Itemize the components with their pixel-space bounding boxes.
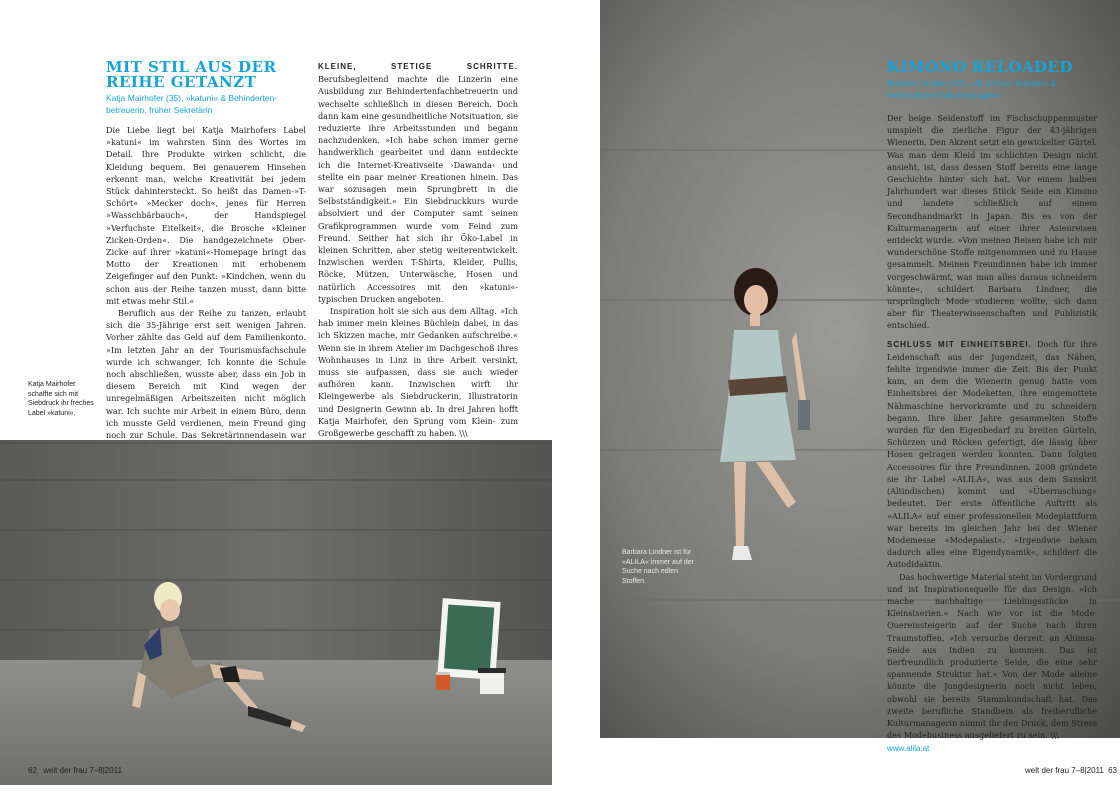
left-headline-block	[106, 60, 306, 116]
left-folio	[28, 766, 122, 775]
left-col1-para-2: Beruflich aus der Reihe zu tanzen, erlaubt sich die 35-Jährige erst seit wenigen Jahren. Vorher zählte das Geld auf dem Familienkonto. »Im letzten Jahr an der Tourismusfachschule wurde ich schwanger. Ich konnte die Schule noch abschließen, wusste aber, dass ein Job in diesem Bereich mit Kind wegen der unregelmäßigen Arbeitszeiten nicht möglich war. Ich suchte mir Arbeit in einem Büro, denn ich musste Geld verdienen, mein Freund ging noch zur Schule. Das Sekretärinnendasein war	[106, 308, 306, 441]
right-magazine-name: welt der frau 7–8|2011	[1025, 766, 1104, 775]
right-lead: SCHLUSS MIT EINHEITSBREI.	[887, 339, 1032, 349]
left-col2-para-1-text: Berufsbegleitend machte die Linzerin eine Ausbildung zur Behindertenfachbetreuerin und wechselte schließlich in diesen Bereich. Doch dann kam eine gesundheitliche Notsituation, sie reduzierte ihre Arbeitsstunden und begann nachzudenken. »Ich habe schon immer gerne handwerklich gearbeitet und dann entdeckte ich die Internet-Kreativseite ›Dawanda‹ und stellte ein paar meiner Kreationen hinein. Das war sozusagen mein Sprungbrett in die Selbstständigkeit.« Ein Siebdruckkurs wurde absolviert und der Computer samt seinen Grafikprogrammen wurde vom Feind zum Freund. Seither hat sich ihr Öko-Label in kleinen Schritten, aber stetig weiterentwickelt. Inzwischen werden T-Shirts, Kleider, Pullis, Röcke, Mützen, Unterwäsche, Hosen und natürlich Accessoires mit den »katuni«-typischen Drucken angeboten.	[318, 74, 518, 304]
right-title: KIMONO RELOADED	[887, 58, 1073, 76]
left-col2-para-2: Inspiration holt sie sich aus dem Alltag. »Ich hab immer mein kleines Büchlein dabei, in das ich Skizzen mache, mir Gedanken aufschreibe.« Wenn sie in ihrem Atelier im Dachgeschoß ihres Wohnhauses in Linz in ihre Arbeit versinkt, muss sie aufpassen, dass sie auch wieder aufhören kann. Inzwischen wirft ihr Kleingewerbe als Siebdruckerin, Illustratorin und Designerin Gewinn ab. In drei Jahren hofft Katja Mairhofer, den Sprung vom Klein- zum Großgewerbe geschafft zu haben. \\\	[318, 306, 518, 439]
right-para-3: Das hochwertige Material steht im Vordergrund und ist Inspirationsquelle für das Design. »Ich mache nachhaltige Lieblingsstücke in Kleinstserien.« Nach wie vor ist die Mode-Quereinsteigerin auf der Suche nach ihren Traumstoffen. »Ich versuche derzeit, an Ahimsa-Seide aus Indien zu kommen. Das ist tierfreundlich produzierte Seide, die eine sehr spannende Struktur hat.« Von der Mode alleine könnte die Jungdesignerin noch nicht leben, obwohl sie bereits Stammkundschaft hat. Das zweite berufliche Standbein als freiberufliche Kulturmanagerin nimmt ihr den Druck, dem Stress des Modebusiness ausgeliefert zu sein. \\\	[887, 571, 1097, 741]
left-photo-caption: Katja Mairhofer schaffte sich mit Siebdruck ihr freches Label »katuni«.	[28, 381, 94, 417]
right-column	[887, 112, 1097, 756]
right-article	[560, 0, 1120, 800]
right-para-2	[887, 338, 1097, 571]
right-photo-caption: Barbara Lindner ist für »ALILA« immer auf der Suche nach edlen Stoffen.	[622, 549, 694, 585]
left-column-1	[106, 124, 306, 466]
right-para-1: Der beige Seidenstoff im Fischschuppenmuster umspielt die zierliche Figur der 43-jährigen Wienerin. Den Akzent setzt ein gewickelter Gürtel. Was man dem Kleid im schlichten Design nicht ansieht, ist, dass dessen Stoff bereits eine lange Geschichte hinter sich hat. Vor einem halben Jahrhundert war dieses Stück Seide ein Kimono und landete schließlich auf einem Secondhandmarkt in Japan. Bis es von der Kulturmanagerin auf einer ihrer Asienreisen entdeckt wurde. »Von meinen Reisen habe ich mir wunderschöne Stoffe mitgenommen und zu Hause gesammelt. Meinen Freundinnen habe ich immer vorgeschwärmt, was man alles daraus schneidern könnte«, schildert Barbara Lindner, die ursprünglich Mode studieren wollte, sich dann aber für Theaterwissenschaften und Publizistik entschied.	[887, 113, 1097, 331]
right-page-number: 63	[1108, 766, 1118, 775]
left-col2-para-1	[318, 60, 518, 305]
left-col1-para-1: Die Liebe liegt bei Katja Mairhofers Label »katuni« im wahrsten Sinn des Wortes im Detail. Ihre Produkte wirken schlicht, die Kleidung bequem. Bei genauerem Hinsehen erkennt man, welche Kreativität bei jedem Stück dahintersteckt. So heißt das Damen-»T-Schört« »Mecker doch«, jenes für Herren »Wasschbärbauch«, der Handspiegel »Verfuchste Eitelkeit«, die Brosche »Kleiner Zicken-Orden«. Die handgezeichnete Ober-Zicke auf ihrer »katuni«-Homepage bringt das Motto der Kreationen mit erhobenem Zeigefinger auf den Punkt: »Kindchen, wenn du schon aus der Reihe tanzen musst, dann bitte mit etwas mehr Stil.«	[106, 125, 306, 306]
right-headline-block	[887, 60, 1097, 101]
left-magazine-name: welt der frau 7–8|2011	[43, 766, 123, 775]
left-col2-lead: KLEINE, STETIGE SCHRITTE.	[318, 62, 518, 71]
left-title: MIT STIL AUS DER REIHE GETANZT	[106, 58, 277, 91]
right-para-2-text: Doch für ihre Leidenschaft aus der Jugendzeit, das Nähen, fehlte irgendwie immer die Zeit. Bis der Punkt kam, an dem die Wienerin genug hatte vom Einheitsbrei der Modeketten, ihre eingemottete Nähmaschine hervorkramte und zu schneidern begann. Ihre über Jahre gesammelten Stoffe wurden für den Eigenbedarf zu breiten Gürteln, Schürzen und Röcken gefertigt, die lässig über Hosen getragen werden konnten. Dann folgten Accessoires für ihre Freundinnen. 2008 gründete sie ihr Label »ALILA«, was aus dem Sanskrit (Altindischen) kommt und »Überraschung« bedeutet. Der erste öffentliche Auftritt als »ALILA« auf einer professionellen Modeplattform war bereits im gleichen Jahr bei der Wiener Modemesse »Modepalast«. »Irgendwie bekam dadurch alles eine Eigendynamik«, schildert die Autodidaktin.	[887, 338, 1097, 570]
alila-link[interactable]: www.alila.at	[887, 744, 930, 754]
right-folio	[1025, 766, 1117, 775]
left-column-2	[318, 60, 518, 454]
katja-photo	[0, 440, 552, 785]
right-subtitle: Barbara Lindner (43), »ALILA eco fashion« & freiberufliche Kulturmanagerin	[887, 78, 1057, 100]
left-page-number: 62	[28, 766, 37, 775]
left-subtitle: Katja Mairhofer (35), »katuni« & Behindertenbetreuerin, früher Sekretärin	[106, 93, 278, 115]
